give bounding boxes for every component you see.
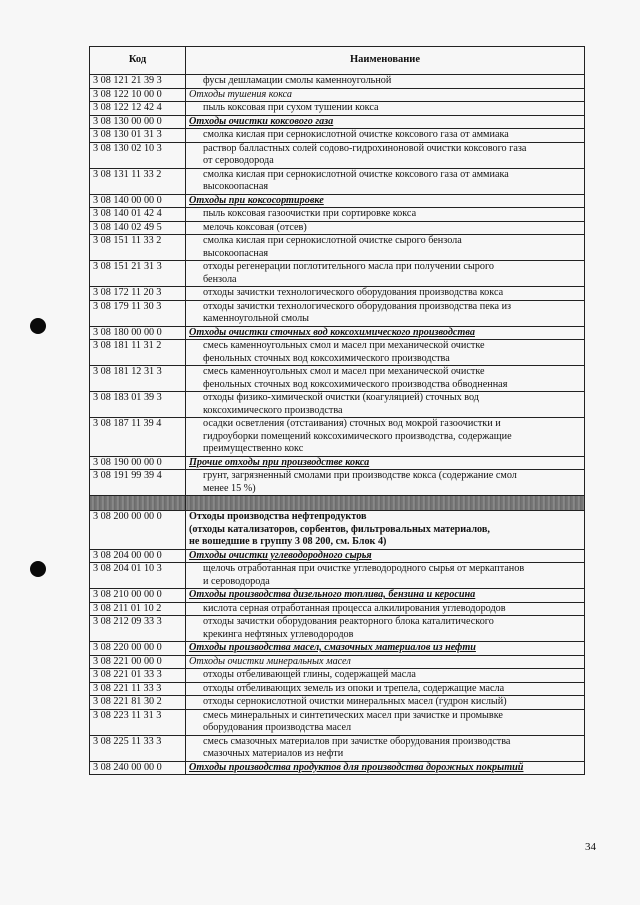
punch-hole-top <box>30 318 46 334</box>
row-name <box>186 235 585 261</box>
row-name-line: менее 15 %) <box>203 482 256 494</box>
row-name-line: Отходы очистки коксового газа <box>189 115 334 127</box>
row-name-line: крекинга нефтяных углеводородов <box>203 628 354 640</box>
row-name <box>186 642 585 656</box>
row-name-line: коксохимического производства <box>203 404 343 416</box>
row-name-line: Отходы производства нефтепродуктов <box>189 511 367 522</box>
row-name-line: отходы зачистки оборудования реакторного блока каталитического <box>203 616 494 627</box>
table-row <box>90 549 585 563</box>
row-code: 3 08 121 21 39 3 <box>90 75 186 89</box>
row-name-line: смолка кислая при сернокислотной очистке сырого бензола <box>203 235 462 246</box>
row-name-line: высокоопасная <box>203 181 269 192</box>
table-row <box>90 129 585 143</box>
table-row <box>90 418 585 457</box>
row-code: 3 08 223 11 31 3 <box>90 709 186 735</box>
table-row <box>90 682 585 696</box>
row-code: 3 08 225 11 33 3 <box>90 735 186 761</box>
row-name-line: фусы дешламации смолы каменноугольной <box>203 75 392 86</box>
row-name-line: смазочных материалов из нефти <box>203 748 344 759</box>
row-name <box>186 696 585 710</box>
table-row <box>90 669 585 683</box>
table-row <box>90 563 585 589</box>
row-name <box>186 326 585 340</box>
table-row <box>90 88 585 102</box>
row-name-line: фенольных сточных вод коксохимического производства <box>203 352 450 364</box>
table-row <box>90 655 585 669</box>
row-name-line: смесь каменноугольных смол и масел при механической очистке <box>203 340 485 351</box>
table-row <box>90 366 585 392</box>
row-name <box>186 735 585 761</box>
row-name-line: фенольных сточных вод коксохимического производства обводненная <box>203 378 508 390</box>
table-row <box>90 696 585 710</box>
row-code: 3 08 140 02 49 5 <box>90 221 186 235</box>
row-name-line: мелочь коксовая (отсев) <box>203 221 307 233</box>
row-name-line: грунт, загрязненный смолами при производстве кокса (содержание смол <box>203 470 517 481</box>
row-code: 3 08 172 11 20 3 <box>90 287 186 301</box>
table-row <box>90 642 585 656</box>
row-code: 3 08 220 00 00 0 <box>90 642 186 656</box>
table-row <box>90 616 585 642</box>
row-code: 3 08 204 01 10 3 <box>90 563 186 589</box>
row-code: 3 08 131 11 33 2 <box>90 168 186 194</box>
row-name-line: пыль коксовая газоочистки при сортировке кокса <box>203 208 417 219</box>
table-row <box>90 142 585 168</box>
row-code: 3 08 211 01 10 2 <box>90 602 186 616</box>
row-name <box>186 496 585 511</box>
row-name <box>186 208 585 222</box>
row-name-line: Отходы очистки углеводородного сырья <box>189 549 372 561</box>
row-name-line: смолка кислая при сернокислотной очистке коксового газа от аммиака <box>203 129 509 140</box>
table-row <box>90 168 585 194</box>
row-name <box>186 616 585 642</box>
row-code: 3 08 181 12 31 3 <box>90 366 186 392</box>
row-name-line: смесь каменноугольных смол и масел при механической очистке <box>203 366 485 377</box>
row-name <box>186 418 585 457</box>
row-name-line: отходы физико-химической очистки (коагуляцией) сточных вод <box>203 392 479 403</box>
row-name-line: отходы регенерации поглотительного масла при получении сырого <box>203 261 494 272</box>
row-name <box>186 456 585 470</box>
row-name <box>186 88 585 102</box>
row-name <box>186 287 585 301</box>
row-name <box>186 470 585 496</box>
row-name <box>186 709 585 735</box>
row-name-line: гидроуборки помещений коксохимического производства, содержащие <box>203 430 512 442</box>
table-row <box>90 761 585 775</box>
row-name-line: отходы отбеливающей глины, содержащей масла <box>203 669 416 680</box>
table-row <box>90 589 585 603</box>
table-row <box>90 602 585 616</box>
row-name-line: отходы зачистки технологического оборудования производства пека из <box>203 300 512 312</box>
row-code: 3 08 180 00 00 0 <box>90 326 186 340</box>
table-row <box>90 115 585 129</box>
row-name-line: Отходы при коксосортировке <box>189 194 324 206</box>
row-name <box>186 300 585 326</box>
row-name-line: Отходы тушения кокса <box>189 88 293 100</box>
row-name <box>186 129 585 143</box>
row-code: 3 08 151 11 33 2 <box>90 235 186 261</box>
waste-code-table <box>89 46 585 775</box>
row-name-line: (отходы катализаторов, сорбентов, фильтровальных материалов, <box>189 523 490 535</box>
row-code: 3 08 181 11 31 2 <box>90 340 186 366</box>
table-row <box>90 300 585 326</box>
row-name <box>186 194 585 208</box>
row-name-line: Отходы очистки минеральных масел <box>189 655 351 667</box>
row-name <box>186 221 585 235</box>
row-name-line: смесь смазочных материалов при зачистке оборудования производства <box>203 735 511 747</box>
row-name <box>186 589 585 603</box>
row-name-line: оборудования производства масел <box>203 722 352 733</box>
table-row <box>90 235 585 261</box>
row-name-line: Отходы производства масел, смазочных материалов из нефти <box>189 642 476 653</box>
row-name-line: преимущественно кокс <box>203 443 304 454</box>
table-row <box>90 326 585 340</box>
row-name-line: Отходы очистки сточных вод коксохимического производства <box>189 326 475 338</box>
row-code: 3 08 221 81 30 2 <box>90 696 186 710</box>
row-name-line: кислота серная отработанная процесса алкилирования углеводородов <box>203 602 506 614</box>
table-row <box>90 208 585 222</box>
row-code: 3 08 221 11 33 3 <box>90 682 186 696</box>
table-row <box>90 340 585 366</box>
table-row <box>90 261 585 287</box>
table-row <box>90 287 585 301</box>
table-row <box>90 709 585 735</box>
table-row <box>90 392 585 418</box>
row-code: 3 08 122 12 42 4 <box>90 102 186 116</box>
header-code: Код <box>90 47 186 75</box>
row-name <box>186 655 585 669</box>
row-code: 3 08 151 21 31 3 <box>90 261 186 287</box>
row-name-line: щелочь отработанная при очистке углеводородного сырья от меркаптанов <box>203 563 525 574</box>
row-code: 3 08 204 00 00 0 <box>90 549 186 563</box>
row-code: 3 08 221 01 33 3 <box>90 669 186 683</box>
row-name <box>186 563 585 589</box>
row-name <box>186 261 585 287</box>
row-name-line: отходы отбеливающих земель из опоки и трепела, содержащие масла <box>203 682 505 694</box>
row-name-line: и сероводорода <box>203 575 270 587</box>
row-name <box>186 602 585 616</box>
section-separator <box>90 496 585 511</box>
row-code: 3 08 183 01 39 3 <box>90 392 186 418</box>
table-row <box>90 511 585 550</box>
row-name-line: осадки осветления (отстаивания) сточных вод мокрой газоочистки и <box>203 418 501 429</box>
row-name <box>186 75 585 89</box>
row-code: 3 08 130 00 00 0 <box>90 115 186 129</box>
row-name <box>186 392 585 418</box>
row-name-line: Отходы производства продуктов для производства дорожных покрытий <box>189 761 524 773</box>
row-code: 3 08 210 00 00 0 <box>90 589 186 603</box>
row-name-line: высокоопасная <box>203 247 269 259</box>
row-name <box>186 142 585 168</box>
row-code: 3 08 191 99 39 4 <box>90 470 186 496</box>
row-name-line: раствор балластных солей содово-гидрохиноновой очистки коксового газа <box>203 142 527 154</box>
row-code: 3 08 190 00 00 0 <box>90 456 186 470</box>
table-row <box>90 470 585 496</box>
table-row <box>90 735 585 761</box>
row-name <box>186 669 585 683</box>
header-name: Наименование <box>186 47 585 75</box>
row-code: 3 08 179 11 30 3 <box>90 300 186 326</box>
row-code: 3 08 187 11 39 4 <box>90 418 186 457</box>
row-name <box>186 682 585 696</box>
row-name <box>186 115 585 129</box>
page-number: 34 <box>585 841 596 853</box>
row-code: 3 08 140 01 42 4 <box>90 208 186 222</box>
row-name <box>186 366 585 392</box>
row-code: 3 08 212 09 33 3 <box>90 616 186 642</box>
row-code: 3 08 240 00 00 0 <box>90 761 186 775</box>
row-name-line: смесь минеральных и синтетических масел при зачистке и промывке <box>203 709 503 721</box>
row-name-line: отходы сернокислотной очистки минеральных масел (гудрон кислый) <box>203 696 507 707</box>
row-code: 3 08 221 00 00 0 <box>90 655 186 669</box>
table-row <box>90 75 585 89</box>
row-name-line: Отходы производства дизельного топлива, бензина и керосина <box>189 589 476 600</box>
row-name <box>186 340 585 366</box>
table-row <box>90 221 585 235</box>
row-name-line: смолка кислая при сернокислотной очистке коксового газа от аммиака <box>203 168 509 180</box>
table-header <box>90 47 585 75</box>
row-name-line: не вошедшие в группу 3 08 200, см. Блок 4) <box>189 536 387 547</box>
row-code: 3 08 130 02 10 3 <box>90 142 186 168</box>
row-name <box>186 511 585 550</box>
row-code: 3 08 200 00 00 0 <box>90 511 186 550</box>
row-code: 3 08 140 00 00 0 <box>90 194 186 208</box>
punch-hole-bottom <box>30 561 46 577</box>
row-name <box>186 102 585 116</box>
row-code: 3 08 122 10 00 0 <box>90 88 186 102</box>
row-name-line: каменноугольной смолы <box>203 313 310 324</box>
row-code <box>90 496 186 511</box>
row-code: 3 08 130 01 31 3 <box>90 129 186 143</box>
table-row <box>90 102 585 116</box>
table-row <box>90 456 585 470</box>
row-name <box>186 761 585 775</box>
row-name <box>186 549 585 563</box>
table-row <box>90 194 585 208</box>
row-name-line: пыль коксовая при сухом тушении кокса <box>203 102 379 113</box>
row-name-line: от сероводорода <box>203 155 274 166</box>
row-name-line: бензола <box>203 273 237 285</box>
row-name <box>186 168 585 194</box>
row-name-line: отходы зачистки технологического оборудования производства кокса <box>203 287 504 298</box>
row-name-line: Прочие отходы при производстве кокса <box>189 456 370 468</box>
